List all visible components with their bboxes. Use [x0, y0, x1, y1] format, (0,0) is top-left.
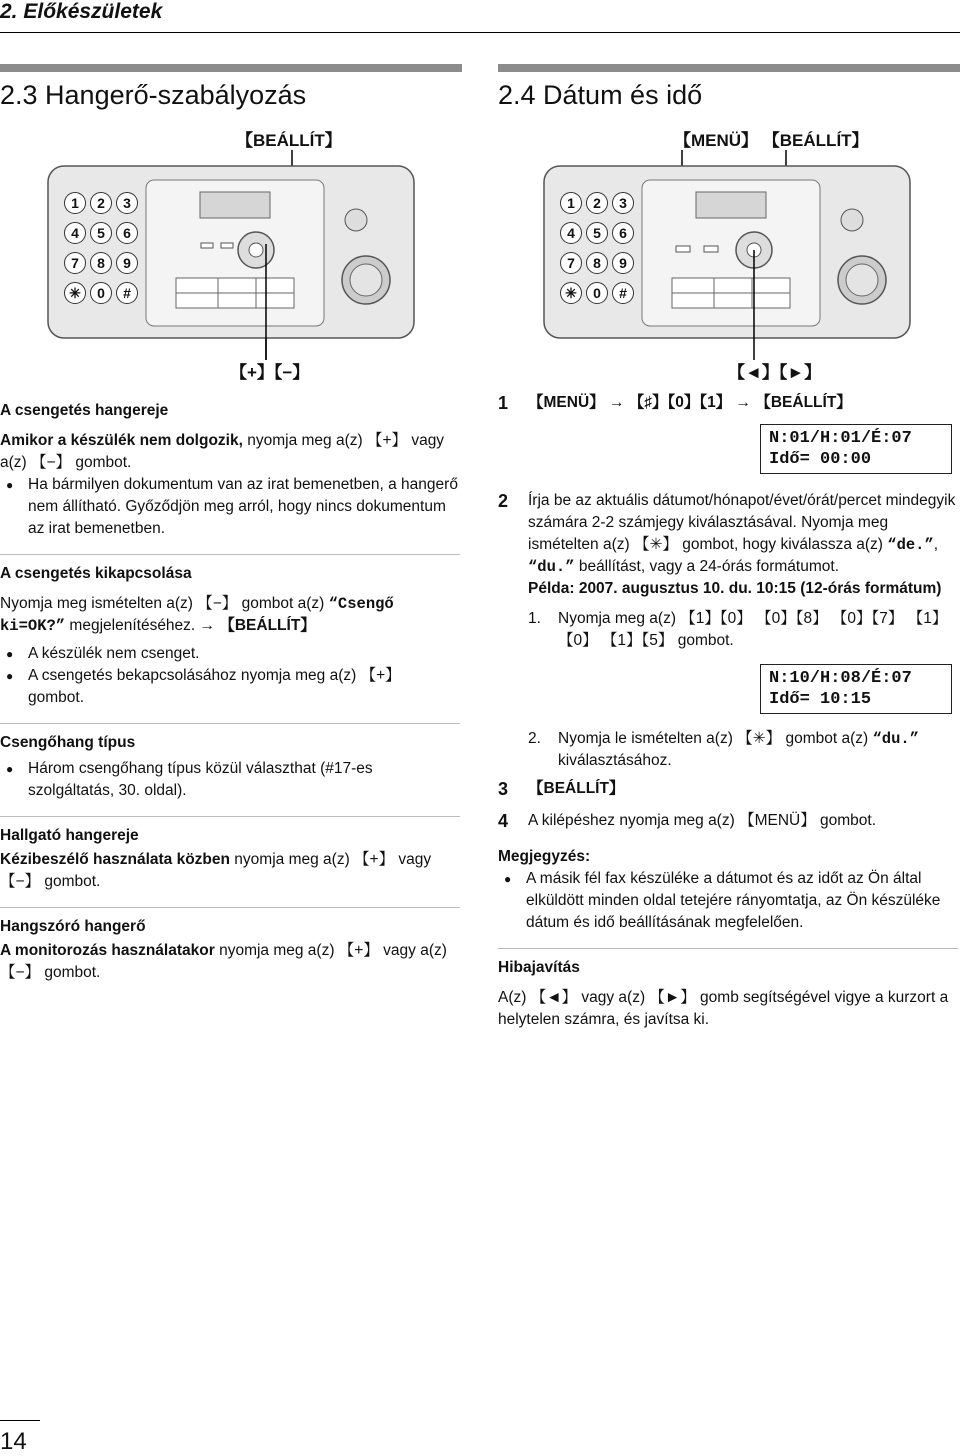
right-column — [498, 392, 958, 1031]
handset-volume-lead: Kézibeszélő használata közben — [0, 851, 230, 868]
speaker-volume-instruction: nyomja meg a(z) 【+】 vagy a(z) 【−】 gombot. — [0, 942, 447, 981]
example-step-1-text: Nyomja meg a(z) 【1】【0】 【0】【8】 【0】【7】 【1】【0】 【1】【5】 gombot. — [558, 610, 948, 649]
key-7[interactable]: 7 — [64, 252, 86, 274]
separator — [0, 907, 460, 908]
key-3[interactable]: 3 — [116, 192, 138, 214]
ring-volume-instruction: nyomja meg a(z) 【+】 vagy a(z) 【−】 gombot. — [0, 432, 445, 471]
ring-off-note-1: ● A készülék nem csenget. — [0, 643, 460, 665]
section-title-datetime: 2.4 Dátum és idő — [498, 80, 703, 110]
speaker-volume-heading: Hangszóró hangerő — [0, 918, 146, 935]
separator — [0, 554, 460, 555]
section-bar-left — [0, 64, 462, 72]
section-bar-right — [498, 64, 960, 72]
left-column — [0, 400, 460, 984]
key-4[interactable]: 4 — [560, 222, 582, 244]
step-1 — [498, 392, 958, 414]
lcd-display-example — [760, 664, 952, 714]
key-1[interactable]: 1 — [64, 192, 86, 214]
ring-off-post: megjelenítéséhez. → — [65, 617, 220, 634]
separator — [498, 948, 958, 949]
key-9[interactable]: 9 — [116, 252, 138, 274]
step-4-text: A kilépéshez nyomja meg a(z) 【MENÜ】 gombot. — [528, 812, 877, 829]
ring-type-note: ● Három csengőhang típus közül választhat (#17-es szolgáltatás, 30. oldal). — [0, 758, 460, 802]
example-step-1 — [528, 608, 958, 652]
ring-off-note-2: ● A csengetés bekapcsolásához nyomja meg a(z) 【+】 gombot. — [0, 665, 460, 709]
lcd-line-1: N:10/H:08/É:07 — [769, 669, 912, 688]
ring-off-heading: A csengetés kikapcsolása — [0, 565, 192, 582]
label-plus-minus-buttons: 【+】【−】 — [230, 363, 310, 382]
key-5[interactable]: 5 — [586, 222, 608, 244]
ring-volume-note: ● Ha bármilyen dokumentum van az irat bemenetben, a hangerő nem állítható. Győződjön meg arról, hogy nincs dokumentum az irat bemenetben. — [0, 474, 460, 540]
key-hash[interactable]: # — [116, 282, 138, 304]
lcd-line-2: Idő= 00:00 — [769, 450, 872, 469]
key-hash[interactable]: # — [612, 282, 634, 304]
key-2[interactable]: 2 — [90, 192, 112, 214]
example-heading: Példa: 2007. augusztus 10. du. 10:15 (12-órás formátum) — [528, 580, 942, 597]
key-star[interactable]: ✳ — [560, 282, 582, 304]
step-3 — [498, 778, 958, 800]
step-2-number: 2 — [498, 491, 509, 511]
example-step-2 — [528, 728, 958, 772]
key-5[interactable]: 5 — [90, 222, 112, 244]
key-8[interactable]: 8 — [586, 252, 608, 274]
key-3[interactable]: 3 — [612, 192, 634, 214]
lcd-line-1: N:01/H:01/É:07 — [769, 429, 912, 448]
speaker-volume-text — [0, 940, 460, 984]
ring-volume-heading: A csengetés hangereje — [0, 402, 169, 419]
ring-volume-text — [0, 430, 460, 474]
key-7[interactable]: 7 — [560, 252, 582, 274]
lcd-line-2: Idő= 10:15 — [769, 690, 872, 709]
separator — [0, 723, 460, 724]
key-star[interactable]: ✳ — [64, 282, 86, 304]
key-2[interactable]: 2 — [586, 192, 608, 214]
lcd-display-initial — [760, 424, 952, 474]
separator — [0, 816, 460, 817]
step-2-sep: , — [933, 536, 939, 553]
example-step-2-number: 2. — [528, 730, 541, 747]
ring-off-text — [0, 593, 460, 637]
ring-off-display: “Csengő ki=OK?” — [0, 595, 394, 635]
step-4-number: 4 — [498, 811, 509, 831]
label-menu-setup-buttons: 【MENÜ】 【BEÁLLÍT】 — [674, 131, 869, 150]
example-step-1-number: 1. — [528, 610, 541, 627]
keypad-right — [560, 192, 640, 304]
step-2-am: “de.” — [887, 536, 934, 554]
step-2-tail: beállítást, vagy a 24-órás formátumot. — [574, 558, 839, 575]
ring-volume-lead: Amikor a készülék nem dolgozik, — [0, 432, 243, 449]
key-8[interactable]: 8 — [90, 252, 112, 274]
handset-volume-instruction: nyomja meg a(z) 【+】 vagy 【−】 gombot. — [0, 851, 432, 890]
step-2-text — [528, 490, 958, 578]
note-text: ● A másik fél fax készüléke a dátumot és az időt az Ön által elküldött minden oldal tetejére rányomtatja, az Ön készüléke dátum és idő beállításának megfelelően. — [498, 868, 958, 934]
ring-off-key: 【BEÁLLÍT】 — [219, 617, 316, 634]
page-number: 14 — [0, 1428, 27, 1455]
step-2-pm: “du.” — [528, 558, 575, 576]
example-step-2-tail: kiválasztásához. — [558, 752, 672, 769]
header-rule — [0, 32, 960, 33]
example-step-2-text: Nyomja le ismételten a(z) 【✳】 gombot a(z) — [558, 730, 873, 747]
step-1-text: 【MENÜ】 → 【♯】【0】【1】 → 【BEÁLLÍT】 — [528, 394, 852, 411]
ring-type-heading: Csengőhang típus — [0, 734, 136, 751]
key-6[interactable]: 6 — [116, 222, 138, 244]
key-6[interactable]: 6 — [612, 222, 634, 244]
handset-volume-heading: Hallgató hangereje — [0, 827, 139, 844]
key-9[interactable]: 9 — [612, 252, 634, 274]
note-heading: Megjegyzés: — [498, 848, 591, 865]
step-3-number: 3 — [498, 779, 509, 799]
example-step-2-pm: “du.” — [872, 730, 919, 748]
troubleshooting-heading: Hibajavítás — [498, 959, 580, 976]
key-4[interactable]: 4 — [64, 222, 86, 244]
step-1-number: 1 — [498, 393, 509, 413]
troubleshooting-text: A(z) 【◄】 vagy a(z) 【►】 gomb segítségével vigye a kurzort a helytelen számra, és javítsa ki. — [498, 989, 949, 1028]
keypad-left — [64, 192, 144, 304]
key-1[interactable]: 1 — [560, 192, 582, 214]
key-0[interactable]: 0 — [586, 282, 608, 304]
key-0[interactable]: 0 — [90, 282, 112, 304]
step-4 — [498, 810, 958, 832]
ring-off-pre: Nyomja meg ismételten a(z) 【−】 gombot a(z) — [0, 595, 329, 612]
step-3-text: 【BEÁLLÍT】 — [528, 780, 625, 797]
label-setup-button: 【BEÁLLÍT】 — [236, 131, 342, 150]
step-2-body: Írja be az aktuális dátumot/hónapot/évet/órát/percet mindegyik számára 2-2 számjegy kiválasztásával. Nyomja meg ismételten a(z) 【✳】 gombot, hogy kiválassza a(z) — [528, 492, 956, 553]
footer-rule — [0, 1420, 40, 1421]
section-title-volume: 2.3 Hangerő-szabályozás — [0, 80, 307, 110]
chapter-header: 2. Előkészületek — [0, 0, 163, 23]
speaker-volume-lead: A monitorozás használatakor — [0, 942, 215, 959]
label-arrow-buttons: 【◄】【►】 — [728, 363, 822, 382]
step-2 — [498, 490, 958, 772]
handset-volume-text — [0, 849, 460, 893]
